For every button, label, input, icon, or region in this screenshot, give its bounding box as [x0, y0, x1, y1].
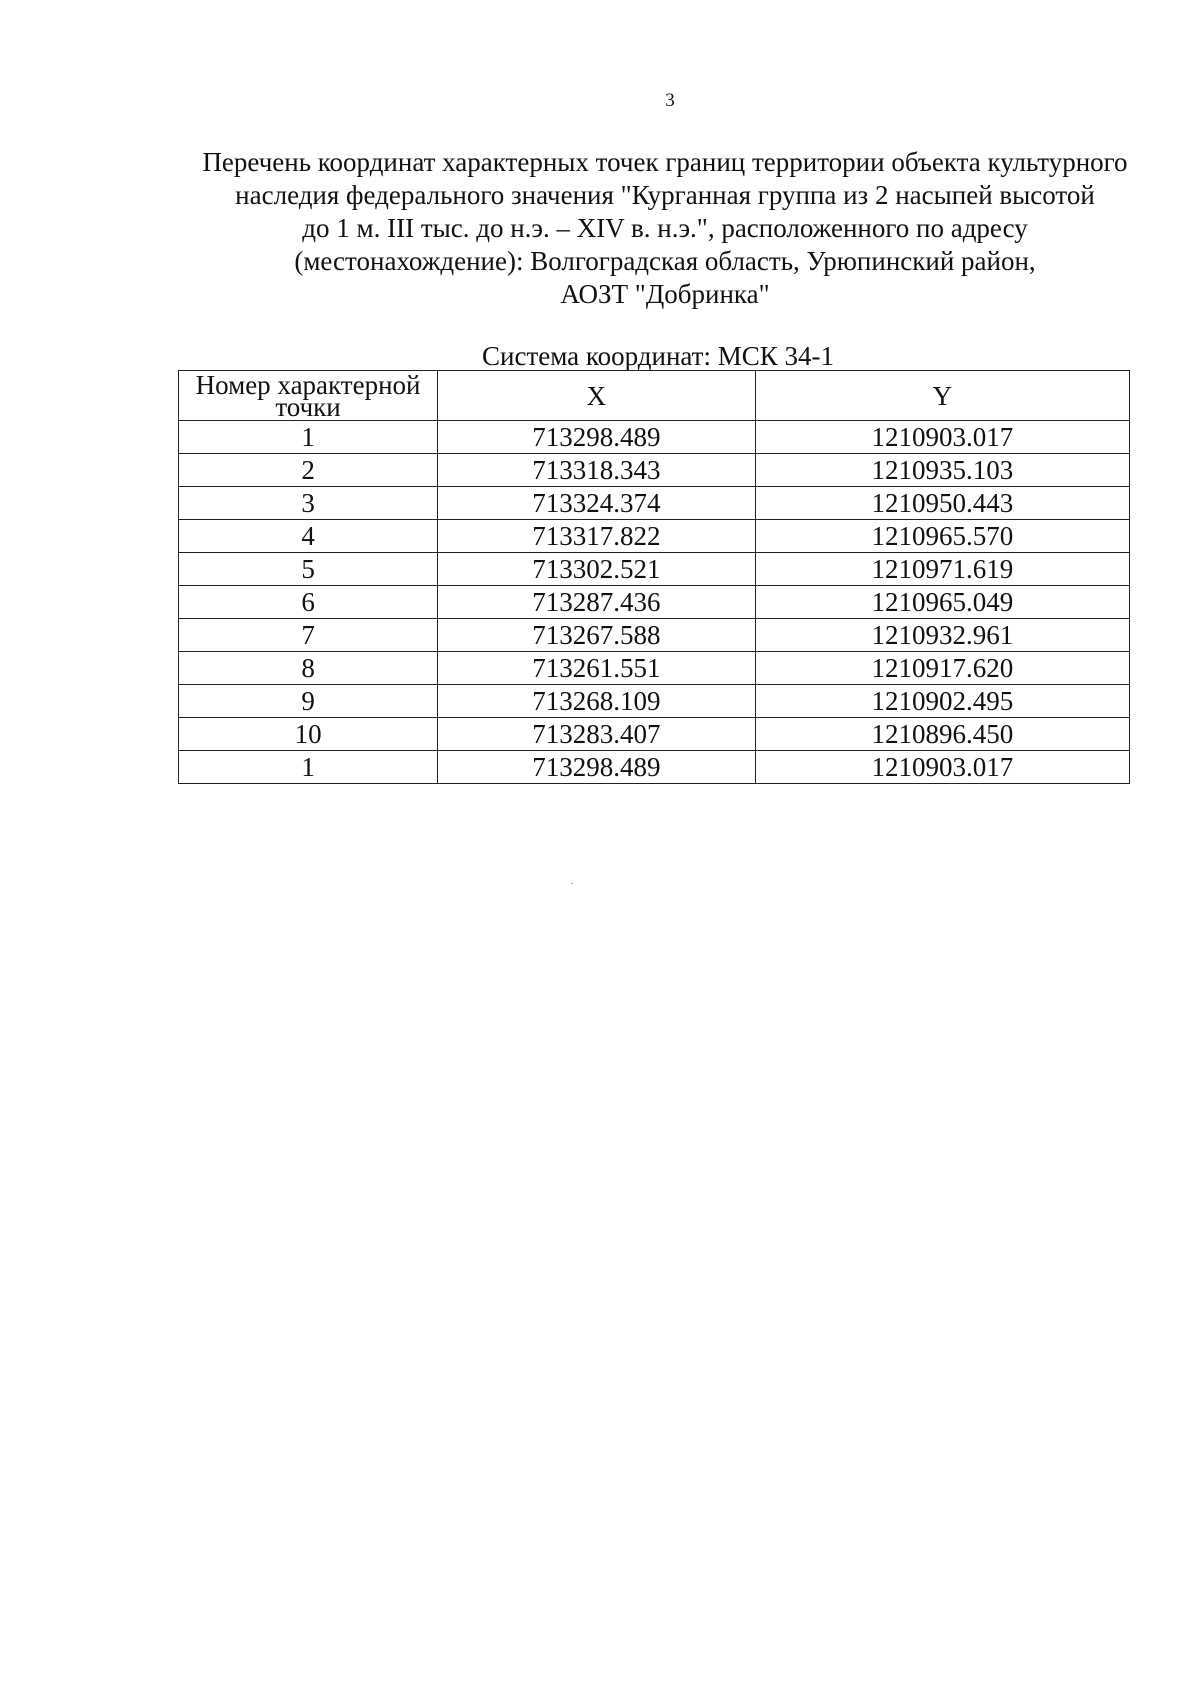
x-cell: 713302.521 — [438, 553, 756, 586]
x-cell: 713317.822 — [438, 520, 756, 553]
x-cell: 713324.374 — [438, 487, 756, 520]
y-cell: 1210965.049 — [755, 586, 1129, 619]
scan-speck — [571, 883, 573, 884]
point-number-cell: 10 — [179, 718, 438, 751]
y-cell: 1210950.443 — [755, 487, 1129, 520]
table-row — [179, 421, 1130, 454]
table-row — [179, 487, 1130, 520]
point-number-header-line2: точки — [275, 391, 341, 422]
x-cell: 713268.109 — [438, 685, 756, 718]
x-cell: 713267.588 — [438, 619, 756, 652]
y-cell: 1210903.017 — [755, 751, 1129, 784]
table-row — [179, 586, 1130, 619]
table-row — [179, 454, 1130, 487]
point-number-cell: 1 — [179, 751, 438, 784]
table-row — [179, 652, 1130, 685]
point-number-cell: 3 — [179, 487, 438, 520]
x-cell: 713318.343 — [438, 454, 756, 487]
y-cell: 1210932.961 — [755, 619, 1129, 652]
point-number-header-line1: Номер характерной — [195, 369, 421, 400]
table-row — [179, 685, 1130, 718]
x-cell: 713287.436 — [438, 586, 756, 619]
point-number-cell: 5 — [179, 553, 438, 586]
x-cell: 713298.489 — [438, 751, 756, 784]
point-number-cell: 9 — [179, 685, 438, 718]
point-number-cell: 2 — [179, 454, 438, 487]
table-row — [179, 718, 1130, 751]
y-header: Y — [755, 371, 1129, 421]
point-number-cell: 7 — [179, 619, 438, 652]
title-line: до 1 м. III тыс. до н.э. – XIV в. н.э.", расположенного по адресу — [302, 213, 1028, 243]
table-row — [179, 520, 1130, 553]
y-cell: 1210935.103 — [755, 454, 1129, 487]
y-cell: 1210896.450 — [755, 718, 1129, 751]
coordinate-system-caption: Система координат: МСК 34-1 — [482, 341, 834, 371]
point-number-header — [179, 371, 438, 421]
title-line: наследия федерального значения "Курганная группа из 2 насыпей высотой — [235, 180, 1095, 210]
point-number-cell: 8 — [179, 652, 438, 685]
page-number: 3 — [665, 90, 675, 111]
table-row — [179, 751, 1130, 784]
title-line: Перечень координат характерных точек границ территории объекта культурного — [202, 147, 1128, 177]
point-number-cell: 6 — [179, 586, 438, 619]
point-number-cell: 4 — [179, 520, 438, 553]
y-cell: 1210903.017 — [755, 421, 1129, 454]
table-row — [179, 553, 1130, 586]
y-cell: 1210965.570 — [755, 520, 1129, 553]
x-cell: 713283.407 — [438, 718, 756, 751]
y-cell: 1210917.620 — [755, 652, 1129, 685]
x-cell: 713261.551 — [438, 652, 756, 685]
y-cell: 1210902.495 — [755, 685, 1129, 718]
point-number-cell: 1 — [179, 421, 438, 454]
x-cell: 713298.489 — [438, 421, 756, 454]
y-cell: 1210971.619 — [755, 553, 1129, 586]
table-header-row — [179, 371, 1130, 421]
title-line: (местонахождение): Волгоградская область, Урюпинский район, — [294, 246, 1036, 276]
document-title — [170, 146, 1160, 311]
coordinates-table — [178, 370, 1130, 784]
title-line: АОЗТ "Добринка" — [560, 279, 770, 309]
table-row — [179, 619, 1130, 652]
x-header: X — [438, 371, 756, 421]
